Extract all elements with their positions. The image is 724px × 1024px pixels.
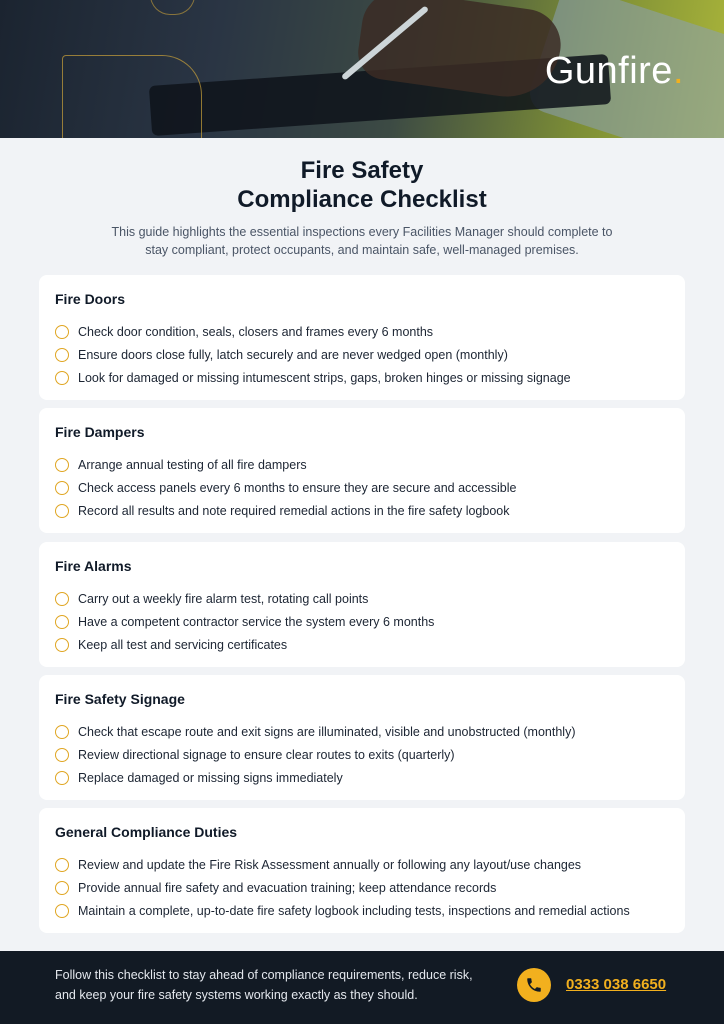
section-card-fire-safety-signage [39, 675, 685, 800]
checklist-item[interactable] [55, 720, 576, 743]
checklist-item-label: Look for damaged or missing intumescent strips, gaps, broken hinges or missing signage [78, 370, 571, 385]
circle-checkbox-icon[interactable] [55, 638, 69, 652]
footer-line-2: and keep your fire safety systems working exactly as they should. [55, 988, 418, 1002]
brand-dot: . [672, 50, 684, 92]
section-card-general-compliance [39, 808, 685, 933]
section-heading: Fire Dampers [55, 424, 145, 440]
circle-checkbox-icon[interactable] [55, 481, 69, 495]
checklist-item[interactable] [55, 853, 630, 876]
checklist-item-label: Ensure doors close fully, latch securely and are never wedged open (monthly) [78, 347, 508, 362]
circle-checkbox-icon[interactable] [55, 725, 69, 739]
brand-name: Gunfire [544, 50, 673, 92]
footer-line-1: Follow this checklist to stay ahead of compliance requirements, reduce risk, [55, 968, 473, 982]
checklist-item-label: Check door condition, seals, closers and frames every 6 months [78, 324, 434, 339]
circle-checkbox-icon[interactable] [55, 592, 69, 606]
checklist-item-label: Provide annual fire safety and evacuation training; keep attendance records [78, 880, 497, 895]
checklist [55, 587, 434, 656]
title-line-2: Compliance Checklist [237, 186, 487, 213]
checklist-item[interactable] [55, 453, 516, 476]
circle-checkbox-icon[interactable] [55, 881, 69, 895]
checklist-item[interactable] [55, 743, 576, 766]
checklist-item-label: Review directional signage to ensure clear routes to exits (quarterly) [78, 747, 455, 762]
footer-text [55, 965, 495, 1005]
checklist [55, 453, 516, 522]
circle-checkbox-icon[interactable] [55, 615, 69, 629]
checklist [55, 720, 576, 789]
section-card-fire-dampers [39, 408, 685, 533]
checklist-item[interactable] [55, 343, 571, 366]
checklist-item[interactable] [55, 633, 434, 656]
checklist-item-label: Arrange annual testing of all fire dampers [78, 457, 307, 472]
checklist-item[interactable] [55, 366, 571, 389]
checklist-item[interactable] [55, 899, 630, 922]
phone-number-link[interactable]: 0333 038 6650 [566, 976, 667, 993]
decorative-outline-top [150, 0, 195, 15]
checklist-item[interactable] [55, 766, 576, 789]
section-heading: Fire Doors [55, 291, 126, 307]
circle-checkbox-icon[interactable] [55, 904, 69, 918]
circle-checkbox-icon[interactable] [55, 504, 69, 518]
section-heading: Fire Alarms [55, 558, 132, 574]
intro-text [100, 223, 624, 259]
decorative-outline [62, 55, 202, 138]
checklist [55, 853, 630, 922]
checklist-item-label: Maintain a complete, up-to-date fire safety logbook including tests, inspections and remedial actions [78, 903, 630, 918]
hero-banner [0, 0, 724, 138]
checklist-item-label: Check access panels every 6 months to ensure they are secure and accessible [78, 480, 517, 495]
checklist-item-label: Replace damaged or missing signs immediately [78, 770, 343, 785]
brand-logo [545, 50, 684, 93]
checklist-item-label: Check that escape route and exit signs are illuminated, visible and unobstructed (monthly) [78, 724, 576, 739]
phone-icon-glyph [525, 976, 543, 994]
checklist-item-label: Record all results and note required remedial actions in the fire safety logbook [78, 503, 510, 518]
checklist-item-label: Keep all test and servicing certificates [78, 637, 288, 652]
section-card-fire-alarms [39, 542, 685, 667]
page-title [0, 156, 724, 214]
footer-bar [0, 951, 724, 1024]
circle-checkbox-icon[interactable] [55, 458, 69, 472]
checklist-item[interactable] [55, 499, 516, 522]
checklist-item[interactable] [55, 610, 434, 633]
circle-checkbox-icon[interactable] [55, 325, 69, 339]
section-heading: General Compliance Duties [55, 824, 238, 840]
checklist-item[interactable] [55, 476, 516, 499]
checklist-item-label: Carry out a weekly fire alarm test, rotating call points [78, 591, 369, 606]
circle-checkbox-icon[interactable] [55, 348, 69, 362]
intro-line-2: stay compliant, protect occupants, and maintain safe, well-managed premises. [145, 243, 579, 257]
circle-checkbox-icon[interactable] [55, 858, 69, 872]
circle-checkbox-icon[interactable] [55, 748, 69, 762]
checklist-item[interactable] [55, 587, 434, 610]
title-line-1: Fire Safety [300, 157, 424, 184]
checklist-item-label: Have a competent contractor service the system every 6 months [78, 614, 435, 629]
checklist-item[interactable] [55, 320, 571, 343]
section-heading: Fire Safety Signage [55, 691, 185, 707]
intro-line-1: This guide highlights the essential inspections every Facilities Manager should complete to [111, 225, 613, 239]
checklist [55, 320, 571, 389]
checklist-item-label: Review and update the Fire Risk Assessment annually or following any layout/use changes [78, 857, 582, 872]
phone-icon[interactable] [517, 968, 551, 1002]
circle-checkbox-icon[interactable] [55, 371, 69, 385]
circle-checkbox-icon[interactable] [55, 771, 69, 785]
checklist-item[interactable] [55, 876, 630, 899]
section-card-fire-doors [39, 275, 685, 400]
